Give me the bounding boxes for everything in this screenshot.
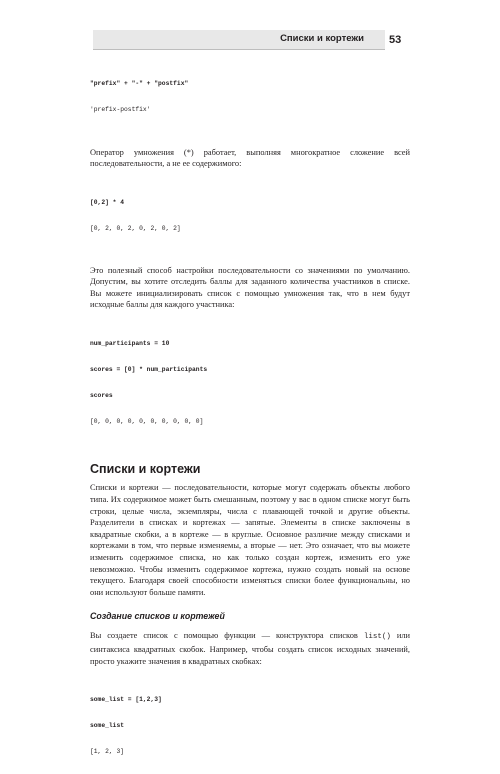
inline-code: list() bbox=[363, 633, 391, 642]
section-heading: Списки и кортежи bbox=[90, 462, 201, 477]
paragraph-text-after: или синтаксиса квадратных скобок. Например, чтобы создать список исходных значений, просто укажите значения в квадратных скобках: bbox=[90, 631, 410, 666]
code-block-scores bbox=[90, 323, 410, 443]
code-line-input: some_list bbox=[90, 722, 125, 730]
code-line-output: [1, 2, 3] bbox=[90, 747, 125, 755]
code-block-string-concat bbox=[90, 63, 410, 132]
paragraph-multiplication-operator: Оператор умножения (*) работает, выполняя многократное сложение всей последовательности, а не ее содержимого: bbox=[90, 147, 410, 169]
subsection-heading: Создание списков и кортежей bbox=[90, 611, 225, 622]
code-block-some-list bbox=[90, 679, 410, 774]
code-line-input: [0,2] * 4 bbox=[90, 199, 125, 207]
code-line-input: scores = [0] * num_participants bbox=[90, 366, 208, 374]
paragraph-lists-and-tuples: Списки и кортежи — последовательности, которые могут содержать объекты любого типа. Их содержимое может быть смешанным, поэтому у вас в одном списке могут быть строки, целые числа, экземпляры, числа с плавающей точкой и другие объекты. Разделители в списках и кортежах — запятые. Элементы в списке заключены в квадратные скобки, а в кортеже — в круглые. Основное различие между списками и кортежами в том, что первые изменяемы, а вторые — нет. Это означает, что вы можете изменить содержимое списка, но как только создан кортеж, изменить его уже невозможно. Чтобы изменить содержимое кортежа, нужно создать новый на основе текущего. Благодаря своей способности изменяться списки более функциональны, но они используют больше памяти. bbox=[90, 483, 410, 597]
code-line-input: num_participants = 10 bbox=[90, 340, 170, 348]
page-content bbox=[90, 63, 410, 774]
code-line-output: 'prefix-postfix' bbox=[90, 105, 151, 113]
code-line-input: scores bbox=[90, 391, 113, 399]
running-header-title: Списки и кортежи bbox=[280, 33, 364, 44]
paragraph-default-values: Это полезный способ настройки последовательности со значениями по умолчанию. Допустим, вы хотите отследить баллы для заданного количества участников в списке. Вы можете инициализировать список с помощью умножения так, что в нем будут исходные баллы для каждого участника: bbox=[90, 265, 410, 310]
running-header-bar bbox=[93, 30, 385, 50]
code-line-input: some_list = [1,2,3] bbox=[90, 696, 162, 704]
paragraph-text-before: Вы создаете список с помощью функции — конструктора списков bbox=[90, 631, 364, 641]
code-line-output: [0, 2, 0, 2, 0, 2, 0, 2] bbox=[90, 224, 181, 232]
page-number: 53 bbox=[389, 34, 402, 46]
paragraph-creating-lists bbox=[90, 630, 410, 667]
code-line-input: "prefix" + "-" + "postfix" bbox=[90, 80, 189, 88]
code-block-list-multiply bbox=[90, 182, 410, 251]
code-line-output: [0, 0, 0, 0, 0, 0, 0, 0, 0, 0] bbox=[90, 417, 204, 425]
